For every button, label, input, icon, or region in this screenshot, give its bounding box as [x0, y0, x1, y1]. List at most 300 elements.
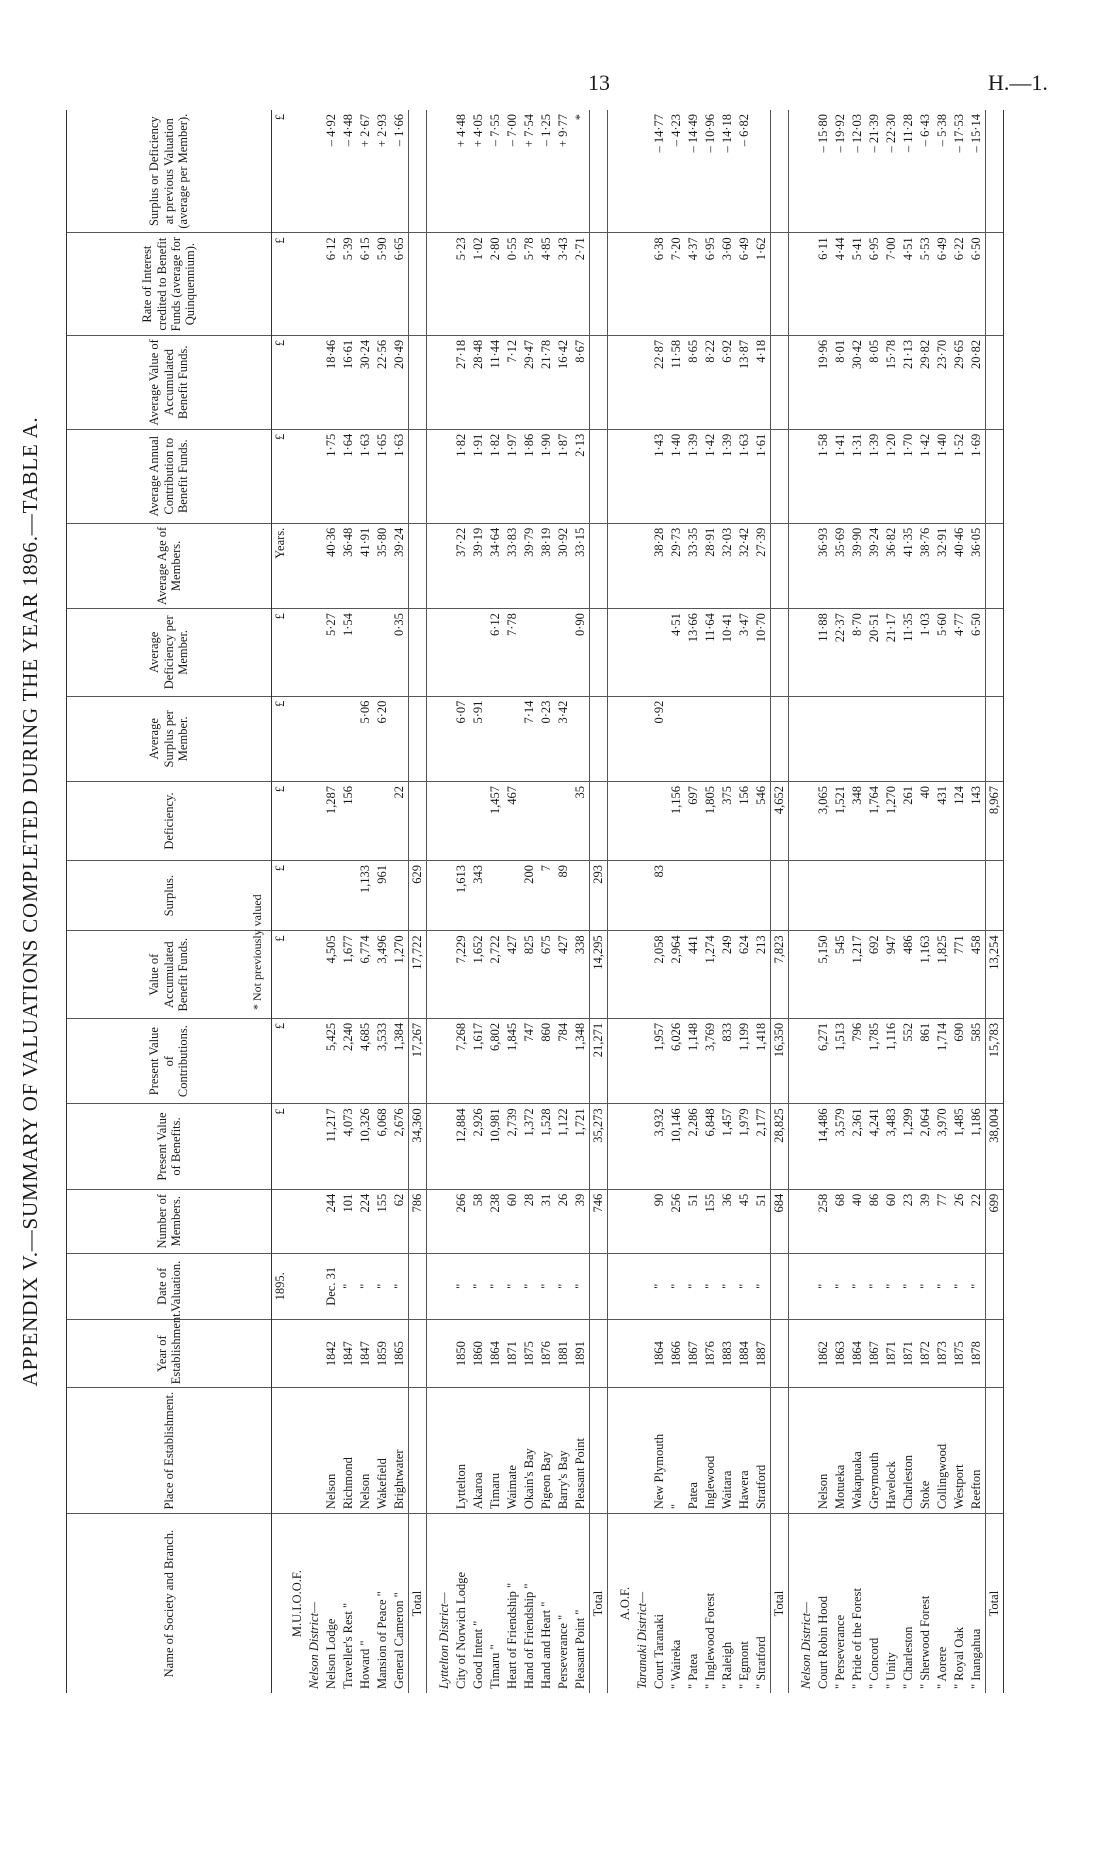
table-cell: 1·39	[719, 429, 736, 523]
table-cell: 5·90	[374, 233, 391, 335]
table-cell: 5·39	[340, 233, 357, 335]
table-cell: " Sherwood Forest	[918, 1595, 932, 1689]
table-cell: 3·60	[719, 233, 736, 335]
table-cell: 7	[538, 860, 555, 930]
table-cell	[608, 429, 618, 523]
table-cell	[538, 609, 555, 697]
table-cell: *	[572, 110, 590, 233]
table-cell	[608, 696, 618, 781]
table-cell: 1867	[685, 1319, 702, 1387]
table-cell: 2,064	[917, 1104, 934, 1189]
table-cell: 2,240	[340, 1018, 357, 1103]
table-cell: Okain's Bay	[521, 1388, 538, 1514]
table-cell: 40	[849, 1189, 866, 1253]
table-cell: Patea	[685, 1388, 702, 1514]
table-cell	[771, 110, 789, 233]
table-row	[736, 110, 753, 1693]
table-row	[272, 110, 290, 1693]
table-cell: 20·82	[968, 335, 986, 429]
table-cell: 20·49	[391, 335, 409, 429]
table-cell: 1·40	[668, 429, 685, 523]
table-row	[832, 110, 849, 1693]
table-cell: 1,116	[883, 1018, 900, 1103]
table-cell: 6·20	[374, 696, 391, 781]
table-cell: 15·78	[883, 335, 900, 429]
table-cell: 629	[409, 860, 427, 930]
table-cell: Richmond	[340, 1388, 357, 1514]
table-cell: "	[900, 1253, 917, 1319]
table-cell	[427, 1018, 437, 1103]
table-cell	[391, 696, 409, 781]
table-cell: M.U.I.O.O.F.	[290, 1570, 304, 1638]
table-cell: 1·39	[866, 429, 883, 523]
table-cell: 1,199	[736, 1018, 753, 1103]
table-cell	[289, 781, 306, 860]
table-cell: + 2·67	[357, 110, 374, 233]
table-cell: Akaroa	[470, 1388, 487, 1514]
table-cell	[521, 609, 538, 697]
table-cell	[634, 1018, 651, 1103]
table-cell	[866, 696, 883, 781]
table-cell	[789, 1319, 799, 1387]
table-cell	[789, 1104, 799, 1189]
table-cell: 467	[504, 781, 521, 860]
table-cell: 552	[900, 1018, 917, 1103]
table-cell: £	[272, 429, 290, 523]
table-cell: 40·36	[323, 523, 340, 608]
table-cell: 22	[391, 781, 409, 860]
table-cell	[789, 335, 799, 429]
table-cell: 861	[917, 1018, 934, 1103]
table-cell	[634, 696, 651, 781]
table-cell	[789, 781, 799, 860]
table-cell	[357, 781, 374, 860]
table-cell: 10,146	[668, 1104, 685, 1189]
table-cell: 34·64	[487, 523, 504, 608]
table-cell: 83	[651, 860, 668, 930]
table-cell: Nelson District—	[799, 1601, 813, 1689]
table-cell	[289, 696, 306, 781]
table-cell: 431	[934, 781, 951, 860]
table-cell: 338	[572, 931, 590, 1019]
table-cell	[427, 429, 437, 523]
table-cell: 41·35	[900, 523, 917, 608]
table-cell	[753, 696, 771, 781]
table-cell: 39·24	[866, 523, 883, 608]
column-header: Name of Society and Branch.	[67, 1514, 272, 1693]
table-cell	[798, 1319, 815, 1387]
table-row	[504, 110, 521, 1693]
table-cell	[789, 1514, 799, 1693]
table-cell: 1,287	[323, 781, 340, 860]
table-cell	[968, 696, 986, 781]
table-cell: 8·70	[849, 609, 866, 697]
table-cell: 796	[849, 1018, 866, 1103]
table-cell: – 14·49	[685, 110, 702, 233]
table-row	[634, 110, 651, 1693]
table-cell	[634, 335, 651, 429]
table-cell	[771, 335, 789, 429]
column-header-row	[67, 110, 272, 1693]
table-cell: 1,485	[951, 1104, 968, 1189]
table-cell	[272, 1388, 290, 1514]
table-cell	[617, 233, 634, 335]
table-cell: 5·41	[849, 233, 866, 335]
table-cell: Nelson District—	[307, 1601, 321, 1689]
table-cell: 16·61	[340, 335, 357, 429]
table-cell: 6,774	[357, 931, 374, 1019]
table-cell: 1·70	[900, 429, 917, 523]
table-cell: Westport	[951, 1388, 968, 1514]
table-cell: 1,348	[572, 1018, 590, 1103]
table-cell	[617, 860, 634, 930]
table-cell	[409, 1388, 427, 1514]
column-header: Year of Establishment.	[67, 1319, 272, 1387]
table-cell: 1864	[849, 1319, 866, 1387]
table-cell	[736, 860, 753, 930]
table-cell: Lyttelton District—	[437, 1592, 451, 1689]
table-cell	[798, 696, 815, 781]
table-cell: – 6·43	[917, 110, 934, 233]
table-cell	[608, 1018, 618, 1103]
table-cell: 1,617	[470, 1018, 487, 1103]
table-cell	[555, 781, 572, 860]
table-cell	[409, 1253, 427, 1319]
column-header: Value of Accumulated Benefit Funds.	[67, 931, 272, 1019]
table-cell: 39·90	[849, 523, 866, 608]
table-cell: 747	[521, 1018, 538, 1103]
table-cell	[986, 110, 1004, 233]
table-cell: 77	[934, 1189, 951, 1253]
table-cell: 17,722	[409, 931, 427, 1019]
table-cell: – 1·66	[391, 110, 409, 233]
table-cell: + 7·54	[521, 110, 538, 233]
table-cell	[798, 233, 815, 335]
table-row	[866, 110, 883, 1693]
table-cell: 1·03	[917, 609, 934, 697]
table-cell: 60	[504, 1189, 521, 1253]
table-cell: 30·42	[849, 335, 866, 429]
table-cell	[900, 860, 917, 930]
table-cell	[617, 1253, 634, 1319]
table-cell: Nelson Lodge	[324, 1618, 338, 1689]
table-cell	[436, 335, 453, 429]
table-cell	[590, 781, 608, 860]
table-cell: 10·70	[753, 609, 771, 697]
table-cell: 1876	[538, 1319, 555, 1387]
table-cell: – 22·30	[883, 110, 900, 233]
table-cell: – 7·55	[487, 110, 504, 233]
table-cell: 1·87	[555, 429, 572, 523]
table-cell: 34,360	[409, 1104, 427, 1189]
table-cell	[617, 609, 634, 697]
table-cell: Waitara	[719, 1388, 736, 1514]
table-cell	[289, 860, 306, 930]
table-cell: 35	[572, 781, 590, 860]
table-cell: 1·91	[470, 429, 487, 523]
table-cell	[323, 696, 340, 781]
table-cell: 6,068	[374, 1104, 391, 1189]
table-cell	[789, 1189, 799, 1253]
table-cell: 1·86	[521, 429, 538, 523]
table-cell: 2,676	[391, 1104, 409, 1189]
table-cell: 375	[719, 781, 736, 860]
table-cell: 5·91	[470, 696, 487, 781]
table-cell	[634, 781, 651, 860]
table-cell	[436, 609, 453, 697]
table-cell	[289, 335, 306, 429]
table-cell: 3,970	[934, 1104, 951, 1189]
table-cell	[634, 860, 651, 930]
table-cell: 4·44	[832, 233, 849, 335]
table-cell: 1·61	[753, 429, 771, 523]
table-cell	[608, 1104, 618, 1189]
table-cell	[590, 110, 608, 233]
table-cell: 1,133	[357, 860, 374, 930]
table-cell: 1·63	[391, 429, 409, 523]
table-cell	[289, 1189, 306, 1253]
table-cell	[608, 233, 618, 335]
table-cell	[306, 523, 323, 608]
table-cell: Years.	[272, 523, 290, 608]
table-cell: £	[272, 609, 290, 697]
table-cell: 546	[753, 781, 771, 860]
table-cell	[798, 1104, 815, 1189]
table-cell: – 15·80	[815, 110, 832, 233]
table-cell	[815, 696, 832, 781]
table-cell	[453, 609, 470, 697]
table-cell	[409, 523, 427, 608]
table-cell: 2,361	[849, 1104, 866, 1189]
table-cell: "	[668, 1388, 685, 1514]
table-cell: 343	[470, 860, 487, 930]
table-cell	[849, 696, 866, 781]
table-row	[453, 110, 470, 1693]
table-cell: – 14·77	[651, 110, 668, 233]
table-cell	[427, 1189, 437, 1253]
table-cell: 51	[685, 1189, 702, 1253]
table-cell: 1,825	[934, 931, 951, 1019]
table-cell	[608, 860, 618, 930]
table-cell	[590, 1319, 608, 1387]
table-cell: – 7·00	[504, 110, 521, 233]
table-cell: 1,372	[521, 1104, 538, 1189]
table-cell: 10·41	[719, 609, 736, 697]
table-cell	[986, 335, 1004, 429]
table-cell	[289, 110, 306, 233]
table-cell: 32·91	[934, 523, 951, 608]
table-cell	[883, 860, 900, 930]
table-cell	[608, 523, 618, 608]
table-cell	[617, 429, 634, 523]
table-cell: "	[702, 1253, 719, 1319]
table-cell: 8,967	[986, 781, 1004, 860]
table-cell: 1873	[934, 1319, 951, 1387]
table-cell	[798, 1388, 815, 1514]
table-cell: 825	[521, 931, 538, 1019]
table-row	[702, 110, 719, 1693]
table-cell: 1,721	[572, 1104, 590, 1189]
table-cell	[608, 1189, 618, 1253]
table-cell: 45	[736, 1189, 753, 1253]
table-cell: 238	[487, 1189, 504, 1253]
table-cell: Perseverance "	[556, 1614, 570, 1689]
table-cell: – 1·25	[538, 110, 555, 233]
table-cell: 1·90	[538, 429, 555, 523]
table-cell	[289, 429, 306, 523]
table-cell: 38·76	[917, 523, 934, 608]
table-cell: Dec. 31	[323, 1253, 340, 1319]
table-cell: 2·80	[487, 233, 504, 335]
table-cell: 2·71	[572, 233, 590, 335]
column-header: Surplus or Deficiency at previous Valuation (average per Member).	[67, 110, 272, 233]
table-cell: 6,848	[702, 1104, 719, 1189]
table-cell: 4,652	[771, 781, 789, 860]
table-cell: 1,528	[538, 1104, 555, 1189]
table-cell	[427, 931, 437, 1019]
table-cell	[487, 860, 504, 930]
table-cell: 5·78	[521, 233, 538, 335]
table-cell: 1,845	[504, 1018, 521, 1103]
table-cell: 10,981	[487, 1104, 504, 1189]
table-cell: 1·31	[849, 429, 866, 523]
table-cell: 1,652	[470, 931, 487, 1019]
table-cell: 1887	[753, 1319, 771, 1387]
table-row	[951, 110, 968, 1693]
table-cell: 36·48	[340, 523, 357, 608]
table-cell	[289, 233, 306, 335]
table-cell: 1·82	[453, 429, 470, 523]
table-cell: 8·01	[832, 335, 849, 429]
table-cell: 1,979	[736, 1104, 753, 1189]
table-cell	[789, 110, 799, 233]
table-cell: "	[753, 1253, 771, 1319]
table-cell: Total	[590, 1514, 608, 1693]
table-cell: 200	[521, 860, 538, 930]
table-cell: 427	[555, 931, 572, 1019]
table-cell: 4·51	[668, 609, 685, 697]
table-cell: 458	[968, 931, 986, 1019]
table-cell	[470, 609, 487, 697]
table-cell	[289, 1018, 306, 1103]
table-cell: 3,533	[374, 1018, 391, 1103]
table-row	[934, 110, 951, 1693]
table-cell	[306, 335, 323, 429]
table-cell: 1881	[555, 1319, 572, 1387]
table-cell: 6·07	[453, 696, 470, 781]
table-cell	[986, 523, 1004, 608]
table-cell	[340, 696, 357, 781]
table-cell	[617, 696, 634, 781]
table-cell: 6·92	[719, 335, 736, 429]
table-cell	[771, 1319, 789, 1387]
table-cell	[771, 609, 789, 697]
table-cell: – 4·92	[323, 110, 340, 233]
table-cell: 39·24	[391, 523, 409, 608]
table-cell: 1,270	[391, 931, 409, 1019]
table-cell: 39	[572, 1189, 590, 1253]
table-cell	[409, 696, 427, 781]
table-cell	[590, 335, 608, 429]
table-cell: 1842	[323, 1319, 340, 1387]
column-header: Average Annual Contribution to Benefit Funds.	[67, 429, 272, 523]
table-cell: 2,964	[668, 931, 685, 1019]
table-cell: 1864	[487, 1319, 504, 1387]
footnote: * Not previously valued	[250, 894, 264, 1010]
table-cell: "	[340, 1253, 357, 1319]
table-cell: 6,271	[815, 1018, 832, 1103]
table-cell: + 2·93	[374, 110, 391, 233]
table-cell	[436, 1018, 453, 1103]
table-cell: "	[815, 1253, 832, 1319]
table-row	[470, 110, 487, 1693]
table-cell: – 17·53	[951, 110, 968, 233]
table-cell: 2·13	[572, 429, 590, 523]
table-cell: 3,496	[374, 931, 391, 1019]
table-cell: 32·03	[719, 523, 736, 608]
table-cell	[306, 1388, 323, 1514]
table-cell: " Egmont	[737, 1641, 751, 1689]
table-cell: 38·28	[651, 523, 668, 608]
table-cell: 1·62	[753, 233, 771, 335]
table-cell: 22·37	[832, 609, 849, 697]
table-cell: 6,026	[668, 1018, 685, 1103]
table-cell	[634, 1189, 651, 1253]
table-cell: 1,217	[849, 931, 866, 1019]
table-cell: £	[272, 335, 290, 429]
table-cell: 1,805	[702, 781, 719, 860]
table-cell	[436, 233, 453, 335]
table-cell: Inglewood	[702, 1388, 719, 1514]
table-cell	[272, 1319, 290, 1387]
table-cell: 4,505	[323, 931, 340, 1019]
table-cell	[719, 860, 736, 930]
table-cell: 26	[555, 1189, 572, 1253]
table-cell: 1864	[651, 1319, 668, 1387]
table-cell	[617, 781, 634, 860]
table-cell: Motueka	[832, 1388, 849, 1514]
table-cell	[436, 1104, 453, 1189]
table-cell: 2,739	[504, 1104, 521, 1189]
table-cell: 37·22	[453, 523, 470, 608]
table-cell	[306, 1253, 323, 1319]
table-cell: 6,802	[487, 1018, 504, 1103]
table-cell: + 4·05	[470, 110, 487, 233]
table-cell	[504, 696, 521, 781]
table-cell	[306, 233, 323, 335]
table-cell: 1·42	[702, 429, 719, 523]
table-cell: Pleasant Point "	[573, 1609, 587, 1689]
table-cell	[832, 860, 849, 930]
table-cell: 16,350	[771, 1018, 789, 1103]
table-cell	[357, 609, 374, 697]
table-row	[753, 110, 771, 1693]
table-cell: 31	[538, 1189, 555, 1253]
table-cell	[427, 233, 437, 335]
table-cell: 33·35	[685, 523, 702, 608]
table-cell: 1·39	[685, 429, 702, 523]
table-row	[538, 110, 555, 1693]
table-cell: " Raleigh	[720, 1641, 734, 1689]
table-cell: £	[272, 1104, 290, 1189]
table-cell	[306, 110, 323, 233]
table-row	[306, 110, 323, 1693]
table-cell: Timaru "	[488, 1644, 502, 1689]
table-cell	[427, 523, 437, 608]
table-row	[608, 110, 618, 1693]
table-cell: Wakefield	[374, 1388, 391, 1514]
table-cell: 1871	[883, 1319, 900, 1387]
